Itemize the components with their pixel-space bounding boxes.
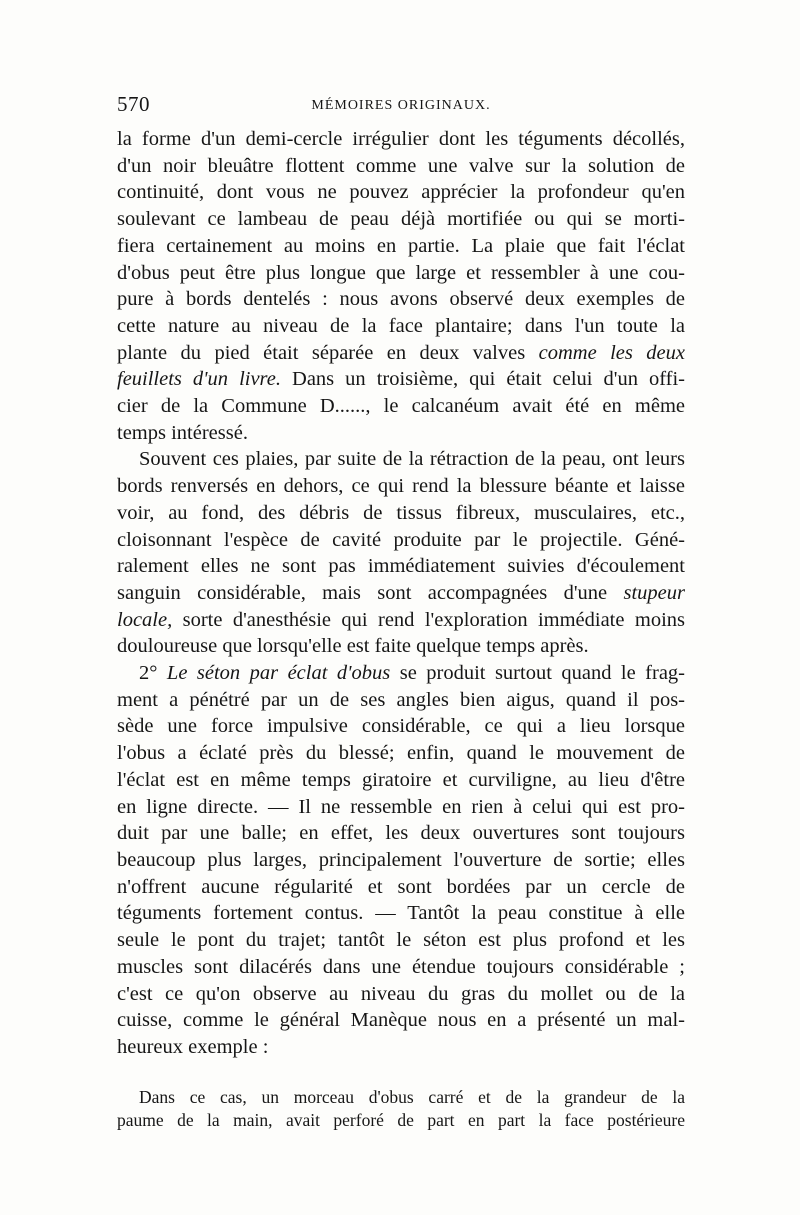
text-line: douloureuse que lorsqu'elle est faite quelque temps après. bbox=[117, 635, 589, 658]
text-line: c'est ce qu'on observe au niveau du gras du mollet ou de la bbox=[117, 982, 685, 1005]
text-line: seule le pont du trajet; tantôt le séton est plus profond et les bbox=[117, 929, 685, 952]
text-line-mixed bbox=[117, 580, 685, 607]
text-segment: plante du pied était séparée en deux valves bbox=[117, 341, 526, 364]
text-line: cloisonnant l'espèce de cavité produite par le projectile. Géné- bbox=[117, 528, 685, 551]
italic-phrase: stupeur bbox=[623, 581, 685, 604]
note-line: Dans ce cas, un morceau d'obus carré et de la grandeur de la bbox=[139, 1087, 685, 1107]
text-line-mixed bbox=[117, 366, 685, 393]
text-line: l'obus a éclaté près du blessé; enfin, quand le mouvement de bbox=[117, 742, 685, 765]
text-line: heureux exemple : bbox=[117, 1035, 269, 1058]
text-line: en ligne directe. — Il ne ressemble en rien à celui qui est pro- bbox=[117, 795, 685, 818]
text-line: ment a pénétré par un de ses angles bien aigus, quand il pos- bbox=[117, 688, 685, 711]
text-line: pure à bords dentelés : nous avons observé deux exemples de bbox=[117, 288, 685, 311]
text-line: temps intéressé. bbox=[117, 421, 248, 444]
text-line: sède une force impulsive considérable, ce qui a lieu lorsque bbox=[117, 715, 685, 738]
text-line: n'offrent aucune régularité et sont bordées par un cercle de bbox=[117, 875, 685, 898]
case-note bbox=[117, 1086, 685, 1132]
text-line: cuisse, comme le général Manèque nous en a présenté un mal- bbox=[117, 1009, 685, 1032]
running-head: MÉMOIRES ORIGINAUX. bbox=[311, 98, 491, 113]
text-line: bords renversés en dehors, ce qui rend la blessure béante et laisse bbox=[117, 475, 685, 498]
text-line: d'un noir bleuâtre flottent comme une valve sur la solution de bbox=[117, 154, 685, 177]
paragraph-3 bbox=[117, 660, 685, 1061]
text-segment: sanguin considérable, mais sont accompagnées d'une bbox=[117, 581, 608, 604]
text-line: beaucoup plus larges, principalement l'ouverture de sortie; elles bbox=[117, 848, 685, 871]
text-line: téguments fortement contus. — Tantôt la peau constitue à elle bbox=[117, 902, 685, 925]
text-line: voir, au fond, des débris de tissus fibreux, musculaires, etc., bbox=[117, 501, 685, 524]
text-segment: Dans un troisième, qui était celui d'un offi- bbox=[281, 368, 686, 391]
text-segment: sorte d'anesthésie qui rend l'exploration immédiate moins bbox=[172, 608, 685, 631]
text-segment: se produit surtout quand le frag- bbox=[390, 662, 686, 685]
text-line: l'éclat est en même temps giratoire et curviligne, au lieu d'être bbox=[117, 768, 685, 791]
paragraph-2 bbox=[117, 446, 685, 660]
text-line: continuité, dont vous ne pouvez apprécier la profondeur qu'en bbox=[117, 181, 685, 204]
text-line: Souvent ces plaies, par suite de la rétraction de la peau, ont leurs bbox=[139, 448, 685, 471]
section-number: 2° bbox=[139, 662, 158, 685]
text-line: d'obus peut être plus longue que large et ressembler à une cou- bbox=[117, 261, 685, 284]
italic-phrase: feuillets d'un livre. bbox=[117, 368, 282, 391]
page-header bbox=[117, 92, 685, 122]
text-line: cier de la Commune D......, le calcanéum avait été en même bbox=[117, 395, 685, 418]
text-line: muscles sont dilacérés dans une étendue toujours considérable ; bbox=[117, 955, 685, 978]
paragraph-1 bbox=[117, 126, 685, 446]
text-line-mixed bbox=[117, 660, 685, 687]
italic-phrase: comme les deux bbox=[538, 341, 686, 364]
italic-phrase: locale, bbox=[117, 608, 173, 631]
note-line: paume de la main, avait perforé de part en part la face postérieure bbox=[117, 1110, 685, 1130]
text-line: soulevant ce lambeau de peau déjà mortifiée ou qui se morti- bbox=[117, 208, 685, 231]
text-line: fiera certainement au moins en partie. La plaie que fait l'éclat bbox=[117, 234, 685, 257]
page-number: 570 bbox=[117, 92, 150, 116]
text-line: ralement elles ne sont pas immédiatement suivies d'écoulement bbox=[117, 555, 685, 578]
text-line: cette nature au niveau de la face plantaire; dans l'un toute la bbox=[117, 314, 685, 337]
text-line: la forme d'un demi-cercle irrégulier dont les téguments décollés, bbox=[117, 128, 685, 150]
italic-phrase: Le séton par éclat d'obus bbox=[166, 662, 391, 685]
text-line-mixed bbox=[117, 340, 685, 367]
body-text bbox=[117, 126, 685, 1061]
text-line: duit par une balle; en effet, les deux ouvertures sont toujours bbox=[117, 822, 685, 845]
text-line-mixed bbox=[117, 607, 685, 634]
